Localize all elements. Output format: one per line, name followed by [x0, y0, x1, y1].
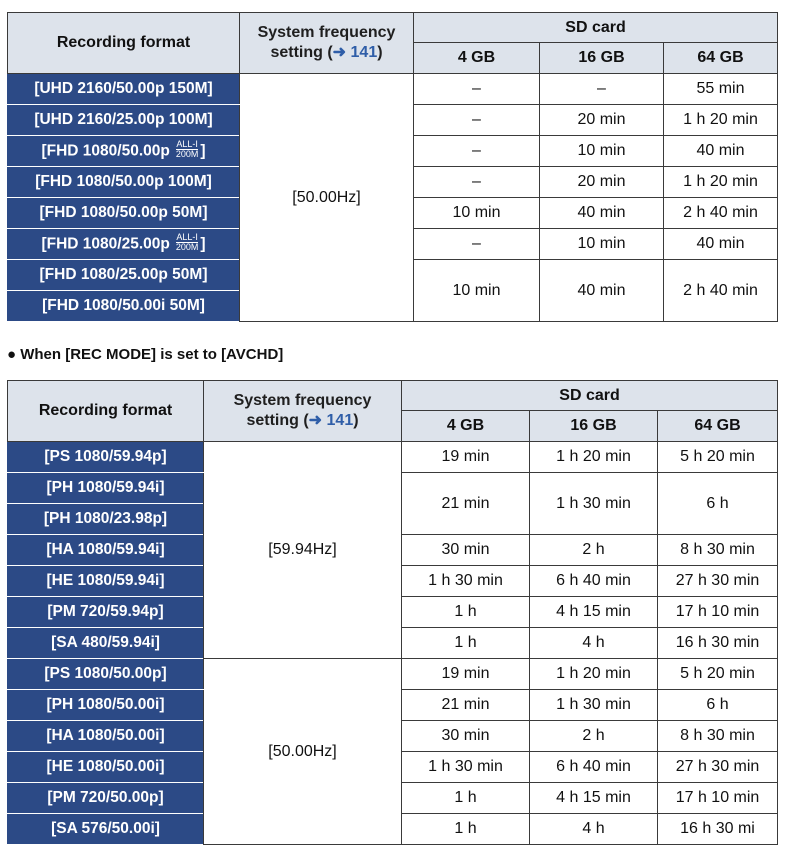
value-64gb: 1 h 20 min — [664, 167, 778, 198]
format-cell: [PM 720/50.00p] — [8, 783, 204, 814]
value-16gb: 40 min — [540, 198, 664, 229]
header-sd-card: SD card — [402, 381, 778, 411]
format-cell: [PS 1080/50.00p] — [8, 659, 204, 690]
table-row — [8, 442, 778, 473]
value-4gb: 1 h — [402, 597, 530, 628]
format-cell: [FHD 1080/25.00p 50M] — [8, 260, 240, 291]
format-cell — [8, 229, 240, 260]
value-64gb: 27 h 30 min — [658, 752, 778, 783]
value-4gb: 21 min — [402, 690, 530, 721]
section-note: ● When [REC MODE] is set to [AVCHD] — [7, 346, 284, 363]
format-cell: [PM 720/59.94p] — [8, 597, 204, 628]
value-64gb: 5 h 20 min — [658, 442, 778, 473]
all-i-badge — [176, 140, 199, 159]
value-16gb: 6 h 40 min — [530, 566, 658, 597]
badge-top: ALL-I — [176, 138, 198, 149]
header-setting-prefix: setting ( — [270, 44, 333, 61]
value-4gb: 19 min — [402, 659, 530, 690]
value-16gb: 4 h — [530, 814, 658, 845]
value-4gb: 1 h 30 min — [402, 566, 530, 597]
format-cell: [UHD 2160/50.00p 150M] — [8, 74, 240, 105]
value-64gb: 2 h 40 min — [664, 260, 778, 322]
value-4gb: 21 min — [402, 473, 530, 535]
value-4gb: 19 min — [402, 442, 530, 473]
value-64gb: 1 h 20 min — [664, 105, 778, 136]
value-16gb: – — [540, 74, 664, 105]
value-16gb: 1 h 20 min — [530, 659, 658, 690]
header-recording-format: Recording format — [8, 13, 240, 74]
value-64gb: 8 h 30 min — [658, 535, 778, 566]
format-text: [FHD 1080/50.00p — [41, 142, 170, 160]
frequency-cell: [50.00Hz] — [240, 74, 414, 322]
table-row — [8, 659, 778, 690]
page-ref-link[interactable]: 141 — [326, 412, 354, 429]
value-4gb: – — [414, 229, 540, 260]
header-64gb: 64 GB — [658, 411, 778, 442]
badge-top: ALL-I — [176, 231, 198, 242]
value-64gb: 40 min — [664, 136, 778, 167]
header-setting-prefix: setting ( — [246, 412, 309, 429]
header-sd-card: SD card — [414, 13, 778, 43]
value-4gb: 30 min — [402, 535, 530, 566]
header-setting-suffix: ) — [377, 44, 383, 61]
value-16gb: 20 min — [540, 105, 664, 136]
value-64gb: 16 h 30 min — [658, 628, 778, 659]
header-64gb: 64 GB — [664, 43, 778, 74]
format-suffix: ] — [200, 235, 206, 253]
value-16gb: 20 min — [540, 167, 664, 198]
format-cell: [FHD 1080/50.00i 50M] — [8, 291, 240, 322]
value-4gb: – — [414, 74, 540, 105]
header-system-frequency — [240, 13, 414, 74]
value-4gb: – — [414, 167, 540, 198]
value-64gb: 2 h 40 min — [664, 198, 778, 229]
value-64gb: 8 h 30 min — [658, 721, 778, 752]
value-16gb: 1 h 30 min — [530, 690, 658, 721]
value-16gb: 10 min — [540, 229, 664, 260]
format-cell: [HE 1080/50.00i] — [8, 752, 204, 783]
format-cell: [PH 1080/23.98p] — [8, 504, 204, 535]
value-64gb: 27 h 30 min — [658, 566, 778, 597]
value-16gb: 4 h — [530, 628, 658, 659]
frequency-cell: [50.00Hz] — [204, 659, 402, 845]
value-64gb: 17 h 10 min — [658, 597, 778, 628]
header-system-frequency — [204, 381, 402, 442]
header-16gb: 16 GB — [530, 411, 658, 442]
format-cell — [8, 136, 240, 167]
value-16gb: 6 h 40 min — [530, 752, 658, 783]
format-cell: [SA 480/59.94i] — [8, 628, 204, 659]
format-cell: [SA 576/50.00i] — [8, 814, 204, 845]
value-16gb: 1 h 30 min — [530, 473, 658, 535]
header-recording-format: Recording format — [8, 381, 204, 442]
header-system-frequency-line1: System frequency — [233, 392, 372, 409]
header-16gb: 16 GB — [540, 43, 664, 74]
badge-bottom: 200M — [175, 241, 199, 252]
header-4gb: 4 GB — [402, 411, 530, 442]
format-cell: [HA 1080/50.00i] — [8, 721, 204, 752]
arrow-right-icon: ➜ — [308, 412, 323, 429]
value-4gb: 1 h — [402, 628, 530, 659]
value-4gb: 1 h — [402, 783, 530, 814]
header-4gb: 4 GB — [414, 43, 540, 74]
format-suffix: ] — [200, 142, 206, 160]
arrow-right-icon: ➜ — [332, 44, 347, 61]
value-64gb: 6 h — [658, 690, 778, 721]
format-cell: [HA 1080/59.94i] — [8, 535, 204, 566]
value-64gb: 17 h 10 min — [658, 783, 778, 814]
badge-bottom: 200M — [175, 148, 199, 159]
frequency-cell: [59.94Hz] — [204, 442, 402, 659]
recording-time-table-mp4 — [7, 12, 778, 322]
value-16gb: 1 h 20 min — [530, 442, 658, 473]
value-4gb: 1 h — [402, 814, 530, 845]
value-16gb: 10 min — [540, 136, 664, 167]
header-setting-suffix: ) — [353, 412, 359, 429]
value-16gb: 2 h — [530, 535, 658, 566]
value-4gb: 1 h 30 min — [402, 752, 530, 783]
value-16gb: 40 min — [540, 260, 664, 322]
format-cell: [FHD 1080/50.00p 50M] — [8, 198, 240, 229]
header-system-frequency-line1: System frequency — [257, 24, 396, 41]
format-text: [FHD 1080/25.00p — [41, 235, 170, 253]
format-cell: [PS 1080/59.94p] — [8, 442, 204, 473]
format-cell: [PH 1080/59.94i] — [8, 473, 204, 504]
value-16gb: 2 h — [530, 721, 658, 752]
value-4gb: 30 min — [402, 721, 530, 752]
format-cell: [FHD 1080/50.00p 100M] — [8, 167, 240, 198]
value-4gb: 10 min — [414, 198, 540, 229]
value-4gb: 10 min — [414, 260, 540, 322]
value-64gb: 16 h 30 mi — [658, 814, 778, 845]
value-64gb: 40 min — [664, 229, 778, 260]
value-64gb: 6 h — [658, 473, 778, 535]
value-16gb: 4 h 15 min — [530, 597, 658, 628]
page-ref-link[interactable]: 141 — [350, 44, 378, 61]
table-row — [8, 74, 778, 105]
value-4gb: – — [414, 136, 540, 167]
format-cell: [HE 1080/59.94i] — [8, 566, 204, 597]
value-64gb: 55 min — [664, 74, 778, 105]
value-4gb: – — [414, 105, 540, 136]
all-i-badge — [176, 233, 199, 252]
format-cell: [UHD 2160/25.00p 100M] — [8, 105, 240, 136]
format-cell: [PH 1080/50.00i] — [8, 690, 204, 721]
value-64gb: 5 h 20 min — [658, 659, 778, 690]
recording-time-table-avchd — [7, 380, 778, 845]
value-16gb: 4 h 15 min — [530, 783, 658, 814]
